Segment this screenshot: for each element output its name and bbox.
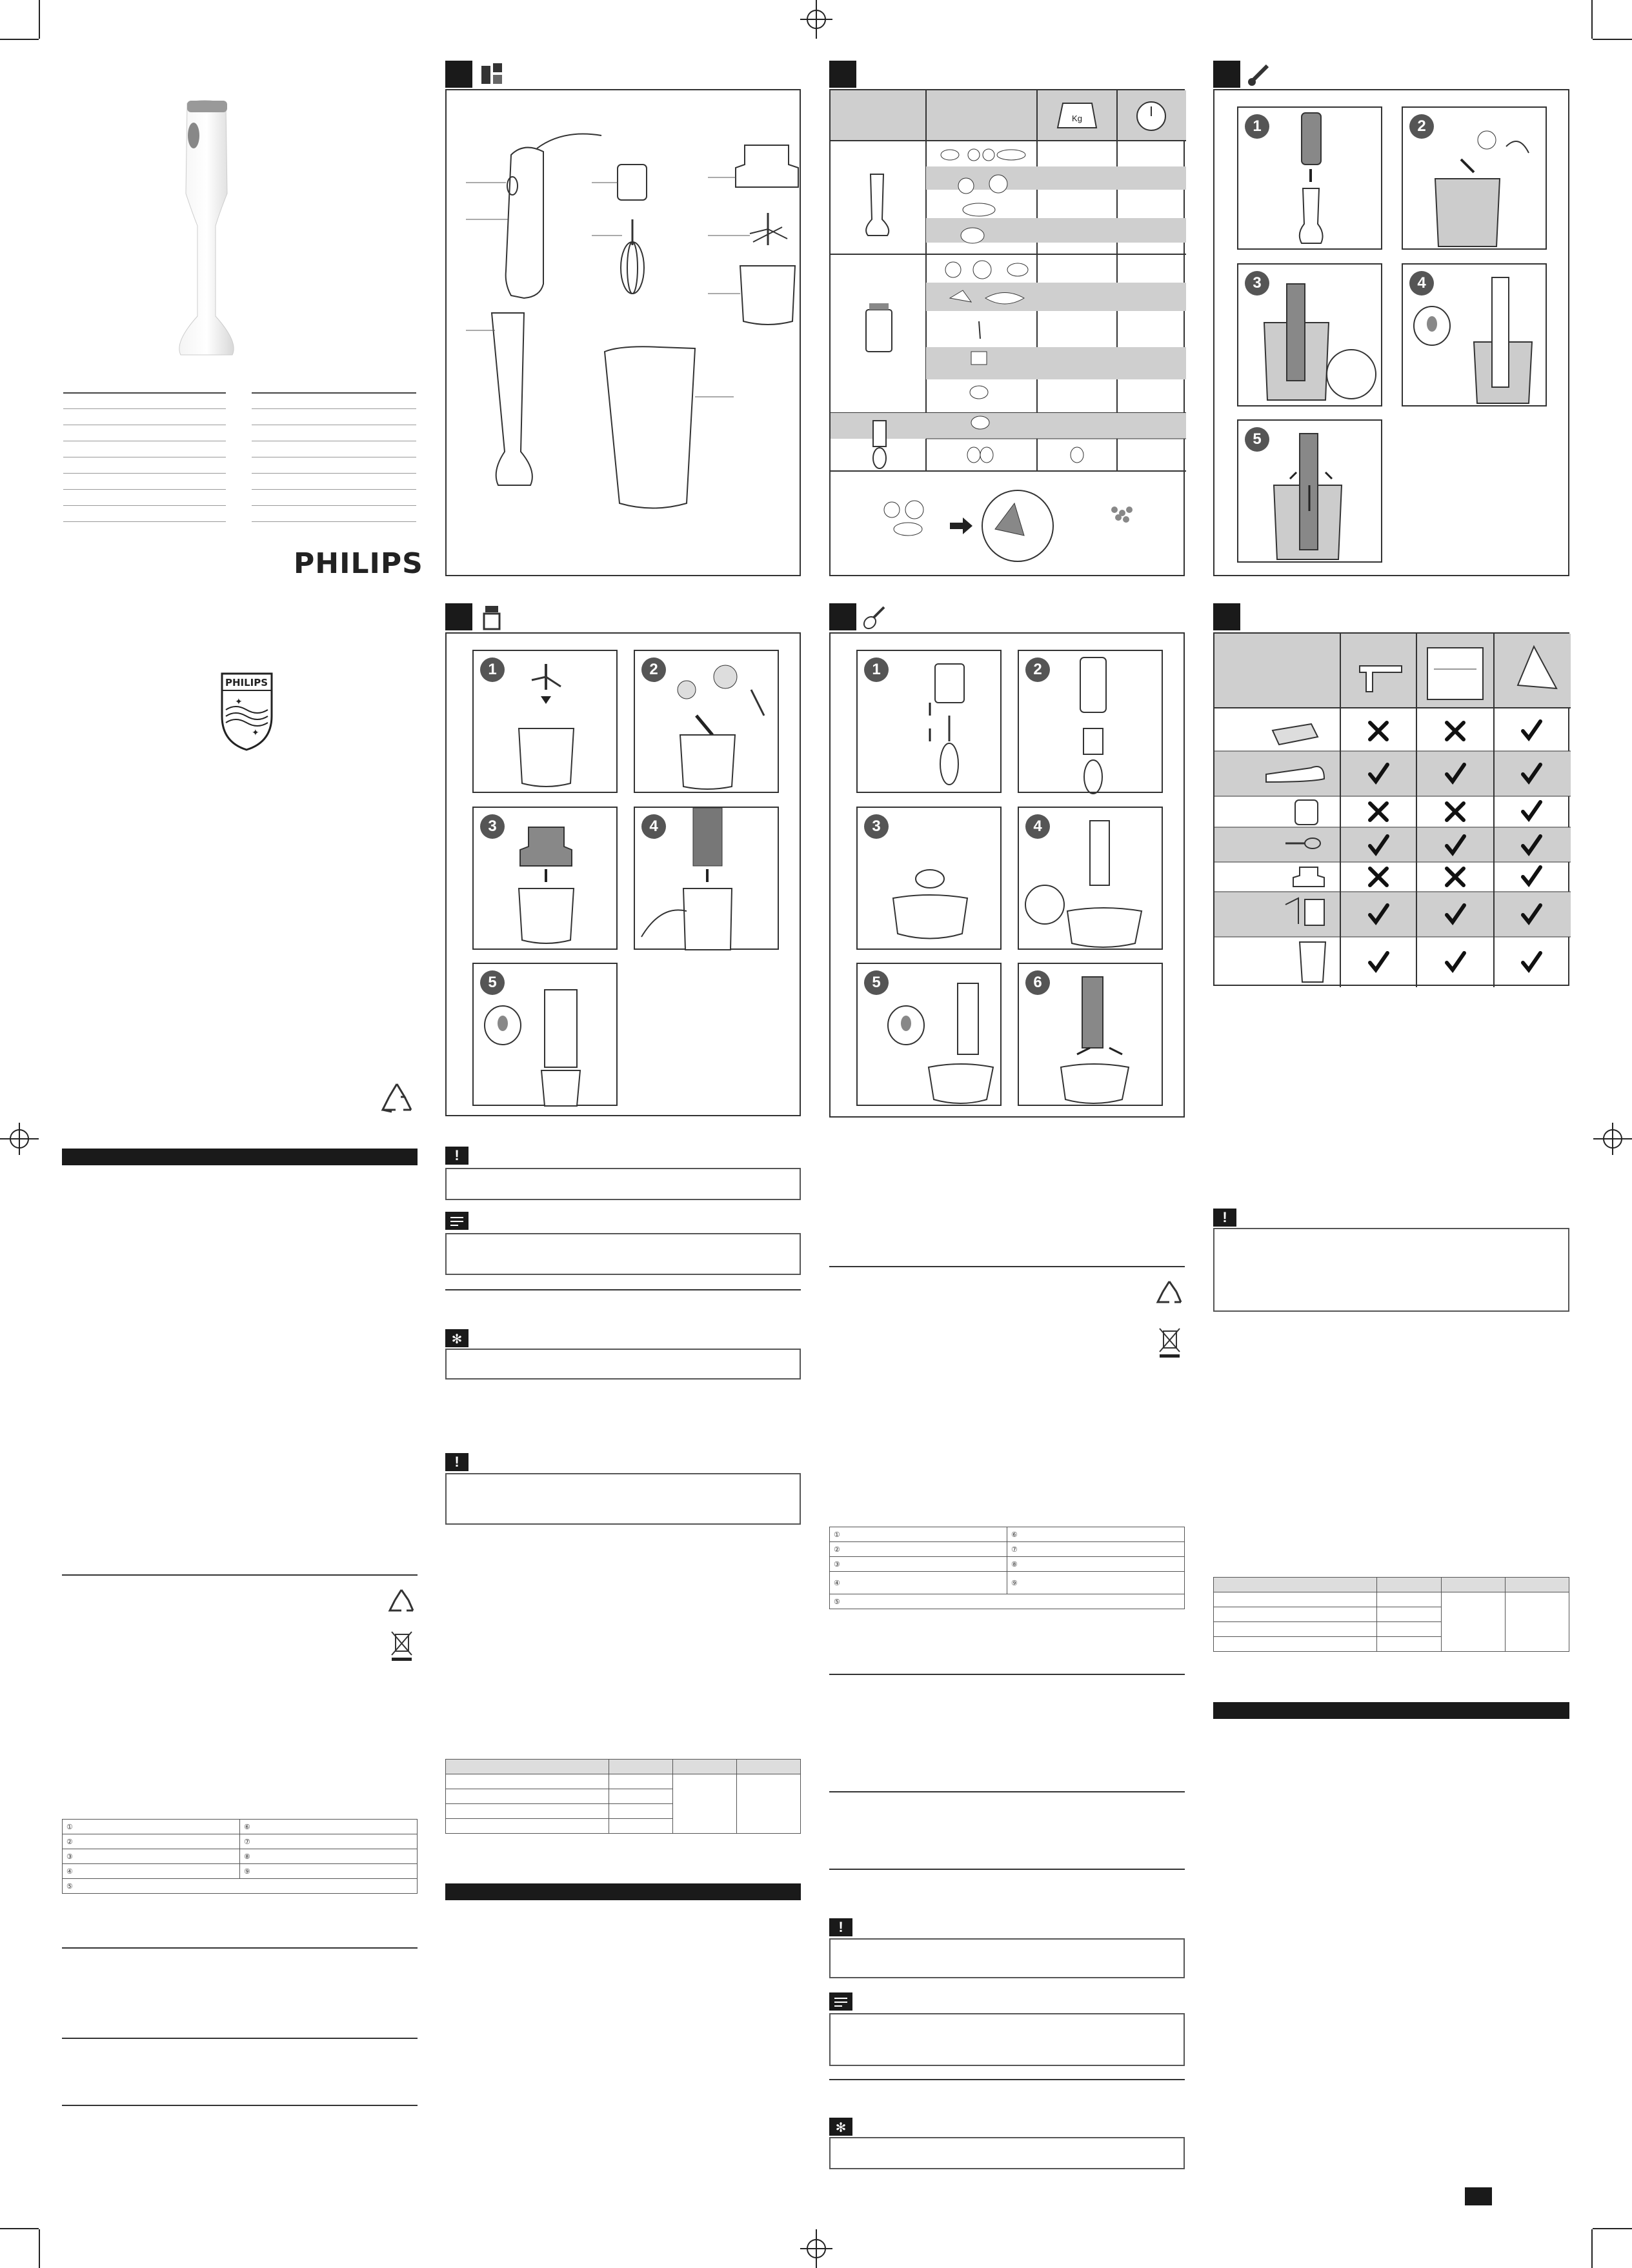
recycle-icon [387,1587,416,1616]
step-panel [856,807,1002,950]
step-number: 1 [864,657,889,682]
step-number: 1 [480,657,505,682]
step-number: 2 [641,657,666,682]
note-box [445,1233,801,1275]
registration-mark-right [1593,1123,1632,1155]
step-number: 5 [1245,427,1269,452]
tip-icon [445,1329,468,1347]
crop-mark [39,2229,40,2268]
step-panel [1237,263,1382,406]
hand-blender-product-image [168,97,245,361]
step-panel [1018,807,1163,950]
crop-mark [1593,39,1632,40]
step-panel [1402,106,1547,250]
blending-instructions-figure [1213,89,1569,576]
weee-crossed-bin-icon [1158,1326,1181,1358]
rule [829,1674,1185,1675]
svg-text:✻: ✻ [835,2121,847,2135]
note-icon [829,1992,852,2011]
warning-box [1213,1228,1569,1312]
svg-text:✦: ✦ [235,696,243,707]
weee-crossed-bin-icon [390,1629,413,1661]
specifications-table [1213,1577,1569,1652]
section-header-bar [1213,1702,1569,1719]
tip-box [445,1349,801,1380]
section-tab [1213,603,1240,630]
step-number: 6 [1025,970,1050,995]
blender-bar-icon [1247,61,1273,88]
step-panel [634,807,779,950]
warning-box [445,1168,801,1200]
crop-mark [1591,0,1593,39]
parts-list-table: ① ⑥ ② ⑦ ③ ⑧ ④ ⑨ ⑤ [829,1527,1185,1609]
rule [252,392,416,394]
rule [62,2105,418,2106]
rule [63,392,226,394]
step-panel [472,963,618,1106]
rule [62,1574,418,1576]
registration-mark-bottom [800,2229,832,2268]
warning-icon: ! [445,1147,468,1165]
step-number: 5 [480,970,505,995]
warning-icon: ! [829,1918,852,1936]
tip-box [829,2137,1185,2169]
chopper-instructions-figure [445,632,801,1116]
warning-icon: ! [1213,1209,1236,1227]
tip-icon [829,2118,852,2136]
crop-mark [1593,2228,1632,2229]
crop-mark [0,2228,39,2229]
section-tab [829,61,856,88]
rule [829,1791,1185,1792]
shield-brand-text: PHILIPS [225,677,268,688]
weight-label: Kg [1072,114,1082,123]
step-panel [1237,419,1382,563]
page-number-tab [1465,2187,1492,2205]
overview-figure [445,89,801,576]
crop-mark [0,39,39,40]
whisk-icon [862,603,888,630]
section-tab [445,603,472,630]
parts-list-table: ① ⑥ ② ⑦ ③ ⑧ ④ ⑨ ⑤ [62,1819,418,1894]
svg-text:✦: ✦ [252,727,259,738]
crop-mark [1591,2229,1593,2268]
rule [829,1266,1185,1267]
blender-parts-icon [479,61,505,88]
cleaning-table [1213,632,1569,986]
philips-logo-text: PHILIPS [294,547,423,580]
rule [62,1947,418,1949]
step-panel [472,807,618,950]
chopper-icon [479,603,505,630]
step-panel [1018,963,1163,1106]
note-box [829,2013,1185,2066]
section-header-bar [62,1149,418,1165]
section-tab [445,61,472,88]
section-header-bar [445,1883,801,1900]
note-icon [445,1212,468,1230]
step-panel [1237,106,1382,250]
rule [829,1869,1185,1870]
section-tab [1213,61,1240,88]
rule [829,2079,1185,2080]
step-number: 2 [1409,114,1434,139]
step-number: 5 [864,970,889,995]
warning-box [829,1938,1185,1978]
recycle-icon [378,1081,416,1116]
step-panel [472,650,618,793]
philips-shield-logo [219,671,274,752]
registration-mark-left [0,1123,39,1155]
step-panel [1402,263,1547,406]
step-number: 3 [480,814,505,839]
whisk-instructions-figure [829,632,1185,1118]
step-panel [634,650,779,793]
recycle-icon [1155,1279,1184,1308]
step-panel [856,963,1002,1106]
step-number: 2 [1025,657,1050,682]
registration-mark-top [800,0,832,39]
section-tab [829,603,856,630]
rule [445,1289,801,1290]
crop-mark [39,0,40,39]
step-number: 4 [641,814,666,839]
step-number: 1 [1245,114,1269,139]
rule [62,2038,418,2039]
processing-quantities-table-figure [829,89,1185,576]
step-number: 3 [864,814,889,839]
specifications-table [445,1759,801,1834]
warning-icon: ! [445,1453,468,1471]
step-panel [1018,650,1163,793]
step-number: 4 [1025,814,1050,839]
step-number: 3 [1245,271,1269,296]
warning-box [445,1473,801,1525]
step-panel [856,650,1002,793]
step-number: 4 [1409,271,1434,296]
svg-text:✻: ✻ [451,1332,463,1347]
